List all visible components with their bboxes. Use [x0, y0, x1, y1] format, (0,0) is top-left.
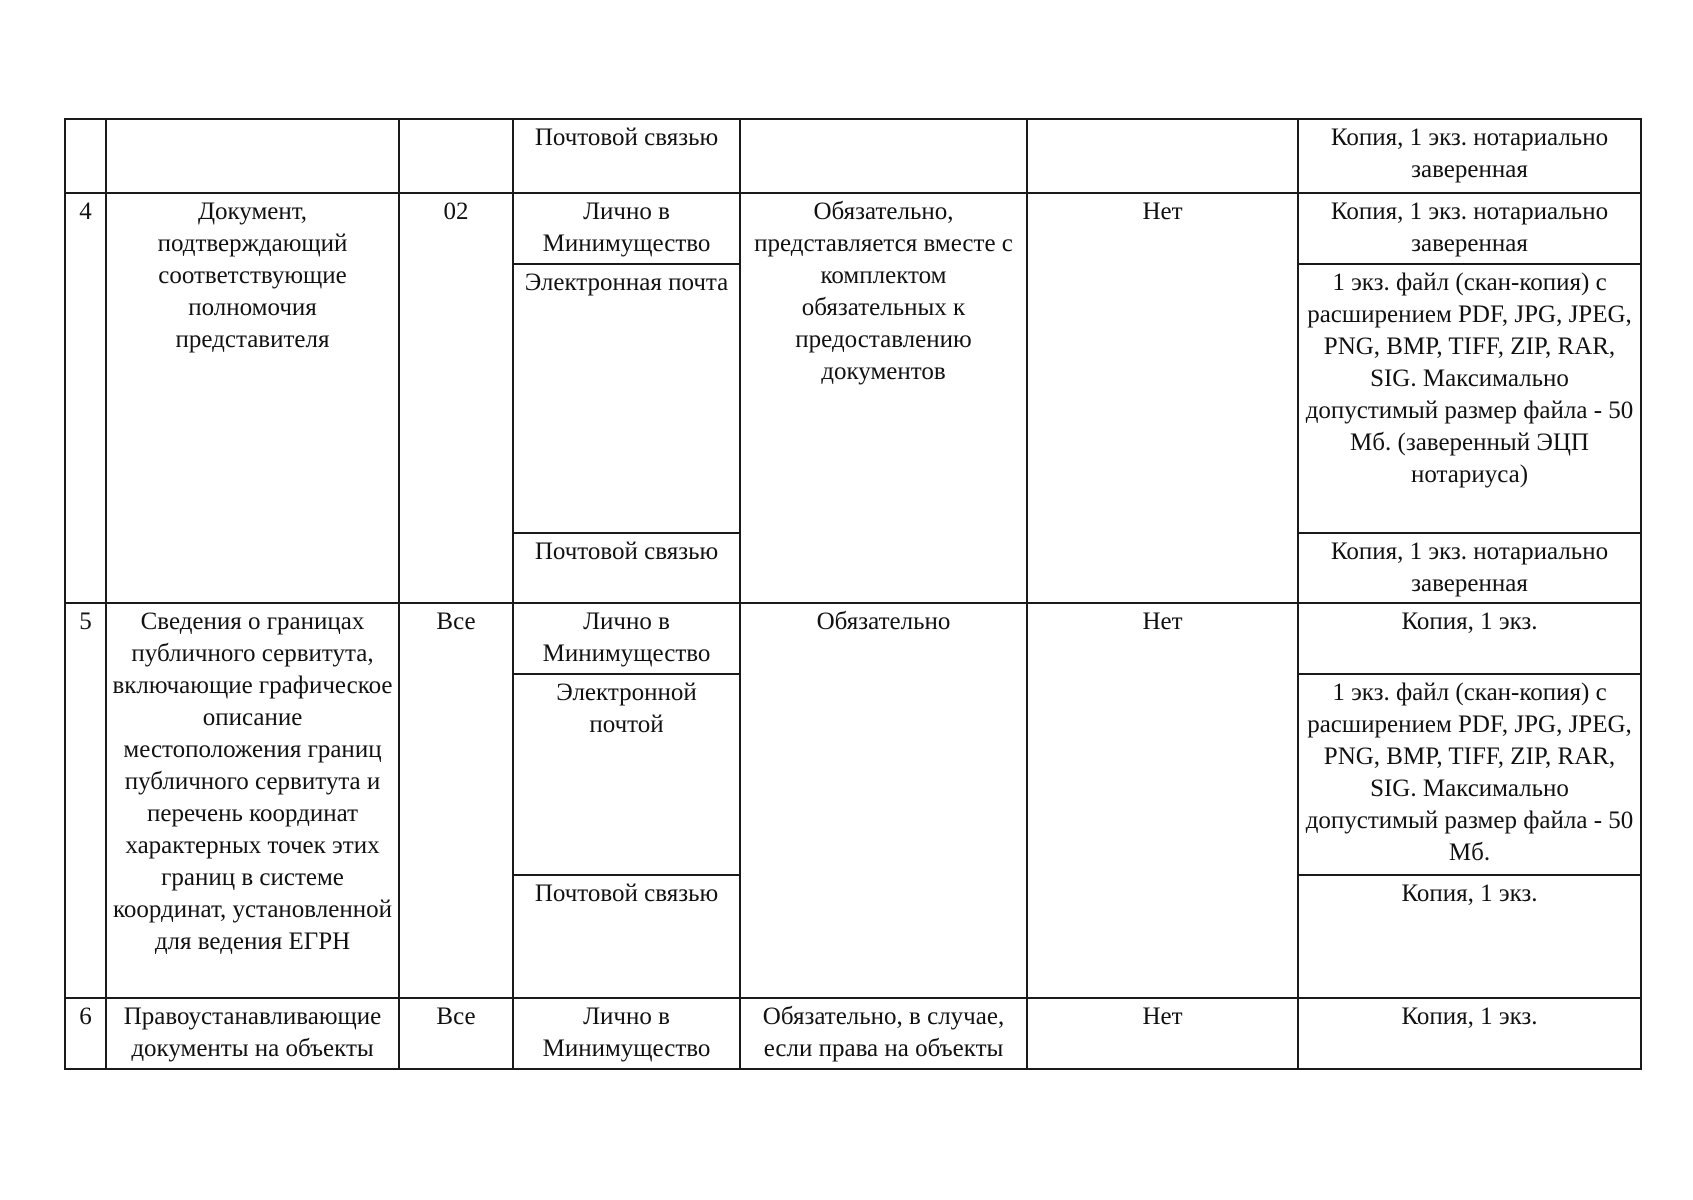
applicant-code-cell: Все: [399, 998, 513, 1069]
applicant-code-cell: Все: [399, 603, 513, 998]
table-row: [65, 193, 1641, 264]
additional-cell: [1027, 119, 1298, 193]
document-name-cell: Документ, подтверждающий соответствующие полномочия представителя: [106, 193, 399, 603]
document-name-cell: Сведения о границах публичного сервитута, включающие графическое описание местоположения границ публичного сервитута и перечень координат характерных точек этих границ в системе координат, установленной для ведения ЕГРН: [106, 603, 399, 998]
document-form-cell: Копия, 1 экз.: [1298, 875, 1641, 998]
documents-table: [64, 118, 1642, 1070]
submission-method-cell: Почтовой связью: [513, 119, 740, 193]
additional-cell: Нет: [1027, 998, 1298, 1069]
applicant-code-cell: 02: [399, 193, 513, 603]
table-row: [65, 998, 1641, 1069]
document-form-cell: 1 экз. файл (скан-копия) с расширением PDF, JPG, JPEG, PNG, BMP, TIFF, ZIP, RAR, SIG. Максимально допустимый размер файла - 50 Мб.: [1298, 674, 1641, 875]
table-row: [65, 119, 1641, 193]
document-form-cell: Копия, 1 экз. нотариально заверенная: [1298, 533, 1641, 603]
document-name-cell: Правоустанавливающие документы на объекты: [106, 998, 399, 1069]
submission-method-cell: Почтовой связью: [513, 533, 740, 603]
document-form-cell: Копия, 1 экз.: [1298, 603, 1641, 674]
table-row: [65, 603, 1641, 674]
required-cell: Обязательно, представляется вместе с комплектом обязательных к предоставлению документов: [740, 193, 1027, 603]
row-number-cell: [65, 119, 106, 193]
additional-cell: Нет: [1027, 193, 1298, 603]
submission-method-cell: Лично в Минимущество: [513, 603, 740, 674]
document-form-cell: Копия, 1 экз. нотариально заверенная: [1298, 119, 1641, 193]
row-number-cell: 6: [65, 998, 106, 1069]
document-form-cell: Копия, 1 экз. нотариально заверенная: [1298, 193, 1641, 264]
document-name-cell: [106, 119, 399, 193]
submission-method-cell: Электронной почтой: [513, 674, 740, 875]
required-cell: Обязательно, в случае, если права на объекты: [740, 998, 1027, 1069]
row-number-cell: 4: [65, 193, 106, 603]
required-cell: Обязательно: [740, 603, 1027, 998]
required-cell: [740, 119, 1027, 193]
submission-method-cell: Электронная почта: [513, 264, 740, 533]
applicant-code-cell: [399, 119, 513, 193]
row-number-cell: 5: [65, 603, 106, 998]
submission-method-cell: Лично в Минимущество: [513, 998, 740, 1069]
submission-method-cell: Лично в Минимущество: [513, 193, 740, 264]
submission-method-cell: Почтовой связью: [513, 875, 740, 998]
document-form-cell: 1 экз. файл (скан-копия) с расширением PDF, JPG, JPEG, PNG, BMP, TIFF, ZIP, RAR, SIG. Максимально допустимый размер файла - 50 Мб. (заверенный ЭЦП нотариуса): [1298, 264, 1641, 533]
additional-cell: Нет: [1027, 603, 1298, 998]
document-form-cell: Копия, 1 экз.: [1298, 998, 1641, 1069]
